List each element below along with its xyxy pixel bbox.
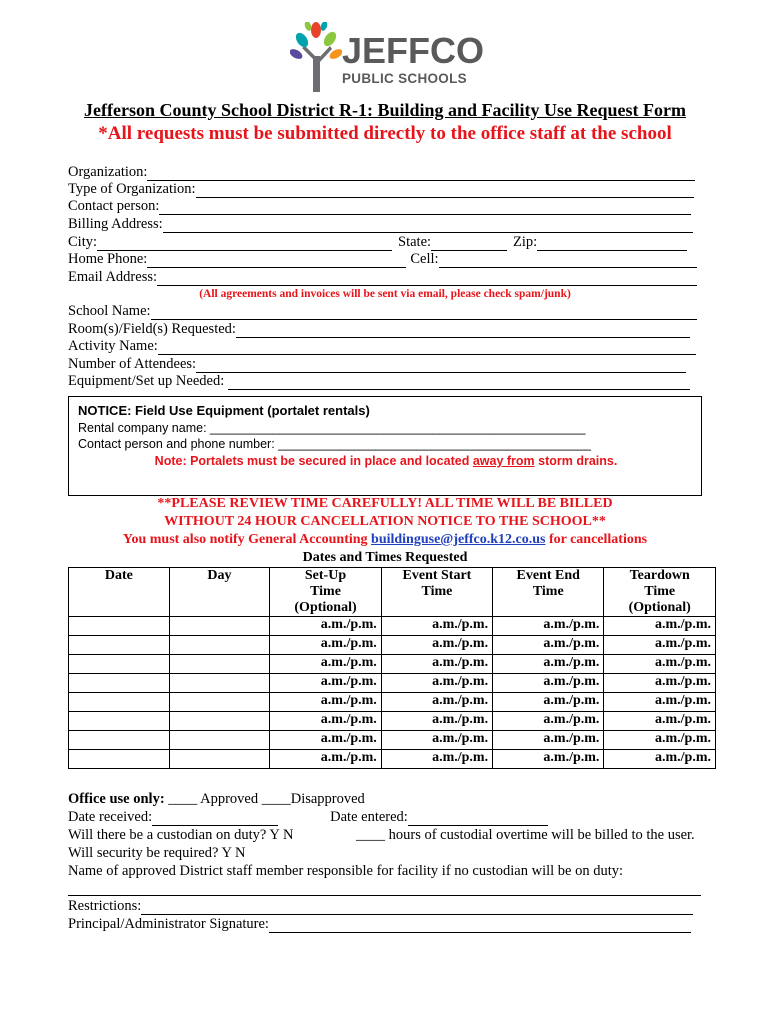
state-field[interactable]	[431, 237, 507, 251]
table-row	[69, 712, 716, 731]
school-name-label: School Name:	[68, 303, 151, 319]
cell-label: Cell:	[410, 251, 439, 267]
form-subtitle: *All requests must be submitted directly to the office staff at the school	[98, 123, 672, 144]
billing-warning-line2: WITHOUT 24 HOUR CANCELLATION NOTICE TO THE SCHOOL**	[164, 514, 606, 529]
rooms-label: Room(s)/Field(s) Requested:	[68, 321, 236, 337]
logo-subtitle: PUBLIC SCHOOLS	[342, 71, 467, 86]
date-received-label: Date received:	[68, 809, 153, 825]
signature-row	[68, 916, 691, 933]
header-setup-l1: Set-Up	[304, 568, 347, 583]
date-cell[interactable]	[69, 731, 170, 750]
day-cell[interactable]	[169, 636, 270, 655]
header-day-text: Day	[207, 568, 232, 583]
attendees-row	[68, 356, 686, 373]
custodian-question[interactable]: Will there be a custodian on duty? Y N	[68, 827, 294, 843]
day-cell[interactable]	[169, 750, 270, 769]
staff-member-field[interactable]	[68, 895, 701, 896]
teardown-cell[interactable]: a.m./p.m.	[604, 731, 716, 750]
email-label: Email Address:	[68, 269, 158, 285]
date-cell[interactable]	[69, 712, 170, 731]
city-field[interactable]	[97, 237, 392, 251]
end-cell[interactable]: a.m./p.m.	[493, 731, 604, 750]
accounting-email-link[interactable]: buildinguse@jeffco.k12.co.us	[371, 532, 546, 547]
office-use-label: Office use only:	[68, 791, 165, 807]
jeffco-logo	[290, 24, 490, 94]
custodial-overtime[interactable]: ____ hours of custodial overtime will be billed to the user.	[356, 827, 695, 843]
equipment-label: Equipment/Set up Needed:	[68, 373, 225, 389]
end-cell[interactable]: a.m./p.m.	[493, 655, 604, 674]
day-cell[interactable]	[169, 655, 270, 674]
date-cell[interactable]	[69, 636, 170, 655]
organization-row	[68, 164, 695, 181]
table-row	[69, 731, 716, 750]
portalet-note-start: Note: Portalets must be secured in place and located	[154, 454, 473, 468]
day-cell[interactable]	[169, 731, 270, 750]
cancellation-text-start: You must also notify General Accounting	[122, 532, 372, 547]
logo-brand: JEFFCO	[342, 30, 485, 71]
disapproved-option[interactable]: ____Disapproved	[261, 791, 365, 807]
billing-warning-line1: **PLEASE REVIEW TIME CAREFULLY! ALL TIME WILL BE BILLED	[157, 496, 613, 511]
zip-field[interactable]	[537, 237, 687, 251]
end-cell[interactable]: a.m./p.m.	[493, 674, 604, 693]
date-entered-field[interactable]	[408, 812, 548, 826]
header-start-l2: Time	[421, 584, 453, 599]
cell-field[interactable]	[439, 254, 697, 268]
table-caption: Dates and Times Requested	[302, 550, 468, 565]
table-row	[69, 674, 716, 693]
setup-cell[interactable]: a.m./p.m.	[270, 731, 382, 750]
rooms-field[interactable]	[236, 324, 690, 338]
home-phone-field[interactable]	[147, 254, 406, 268]
portalet-note	[69, 454, 703, 468]
setup-cell[interactable]: a.m./p.m.	[270, 674, 382, 693]
table-row	[69, 693, 716, 712]
activity-label: Activity Name:	[68, 338, 158, 354]
approved-option[interactable]: ____ Approved	[164, 791, 262, 807]
end-cell[interactable]: a.m./p.m.	[493, 693, 604, 712]
setup-cell[interactable]: a.m./p.m.	[270, 712, 382, 731]
office-use-row	[68, 791, 365, 808]
header-start	[381, 568, 492, 617]
email-row	[68, 269, 697, 286]
teardown-cell[interactable]: a.m./p.m.	[604, 636, 716, 655]
billing-address-field[interactable]	[163, 219, 693, 233]
day-cell[interactable]	[169, 712, 270, 731]
teardown-cell[interactable]: a.m./p.m.	[604, 750, 716, 769]
restrictions-field[interactable]	[141, 901, 693, 915]
teardown-cell[interactable]: a.m./p.m.	[604, 693, 716, 712]
portalet-note-emphasis: away from	[472, 454, 535, 468]
setup-cell[interactable]: a.m./p.m.	[270, 617, 382, 636]
setup-cell[interactable]: a.m./p.m.	[270, 655, 382, 674]
header-teardown-l3: (Optional)	[628, 600, 691, 615]
table-row	[69, 617, 716, 636]
start-cell[interactable]: a.m./p.m.	[381, 674, 492, 693]
table-header-row	[69, 568, 716, 617]
school-name-row	[68, 303, 697, 320]
start-cell[interactable]: a.m./p.m.	[381, 693, 492, 712]
attendees-label: Number of Attendees:	[68, 356, 197, 372]
date-entered-label: Date entered:	[330, 809, 408, 825]
teardown-cell[interactable]: a.m./p.m.	[604, 655, 716, 674]
zip-label: Zip:	[513, 234, 538, 250]
end-cell[interactable]: a.m./p.m.	[493, 617, 604, 636]
city-row	[68, 234, 687, 251]
org-type-label: Type of Organization:	[68, 181, 196, 197]
cancellation-text-end: for cancellations	[545, 532, 648, 547]
org-type-field[interactable]	[196, 184, 694, 198]
header-teardown	[604, 568, 716, 617]
teardown-cell[interactable]: a.m./p.m.	[604, 617, 716, 636]
billing-address-row	[68, 216, 693, 233]
header-setup-l2: Time	[310, 584, 341, 599]
email-field[interactable]	[157, 272, 697, 286]
phone-row	[68, 251, 697, 268]
equipment-field[interactable]	[228, 376, 690, 390]
rooms-row	[68, 321, 690, 338]
header-end-l2: Time	[532, 584, 564, 599]
teardown-cell[interactable]: a.m./p.m.	[604, 674, 716, 693]
table-row	[69, 636, 716, 655]
rental-company-field[interactable]: Rental company name: ______________________________________________________	[78, 421, 586, 435]
day-cell[interactable]	[169, 693, 270, 712]
cancellation-notice	[0, 532, 770, 548]
header-end	[493, 568, 604, 617]
start-cell[interactable]: a.m./p.m.	[381, 655, 492, 674]
school-name-field[interactable]	[151, 306, 697, 320]
setup-cell[interactable]: a.m./p.m.	[270, 636, 382, 655]
end-cell[interactable]: a.m./p.m.	[493, 636, 604, 655]
signature-label: Principal/Administrator Signature:	[68, 916, 269, 932]
teardown-cell[interactable]: a.m./p.m.	[604, 712, 716, 731]
city-label: City:	[68, 234, 98, 250]
activity-field[interactable]	[158, 341, 696, 355]
equipment-row	[68, 373, 690, 390]
staff-member-label: Name of approved District staff member responsible for facility if no custodian will be on duty:	[68, 863, 624, 879]
portalet-notice-box	[68, 396, 702, 496]
table-row	[69, 750, 716, 769]
dates-row	[68, 809, 548, 826]
org-type-row	[68, 181, 694, 198]
start-cell[interactable]: a.m./p.m.	[381, 731, 492, 750]
restrictions-label: Restrictions:	[68, 898, 142, 914]
date-cell[interactable]	[69, 693, 170, 712]
organization-field[interactable]	[147, 167, 695, 181]
header-teardown-l2: Time	[644, 584, 676, 599]
end-cell[interactable]: a.m./p.m.	[493, 750, 604, 769]
date-cell[interactable]	[69, 655, 170, 674]
start-cell[interactable]: a.m./p.m.	[381, 636, 492, 655]
header-setup-l3: (Optional)	[294, 600, 357, 615]
form-title: Jefferson County School District R-1: Building and Facility Use Request Form	[84, 100, 686, 120]
home-phone-label: Home Phone:	[68, 251, 148, 267]
date-cell[interactable]	[69, 617, 170, 636]
header-end-l1: Event End	[516, 568, 580, 583]
setup-cell[interactable]: a.m./p.m.	[270, 693, 382, 712]
portalet-note-end: storm drains.	[534, 454, 618, 468]
header-setup	[270, 568, 382, 617]
state-label: State:	[398, 234, 432, 250]
start-cell[interactable]: a.m./p.m.	[381, 712, 492, 731]
dates-times-table	[68, 567, 716, 769]
organization-label: Organization:	[68, 164, 148, 180]
day-cell[interactable]	[169, 674, 270, 693]
start-cell[interactable]: a.m./p.m.	[381, 617, 492, 636]
header-date	[69, 568, 170, 617]
table-row	[69, 655, 716, 674]
contact-person-field[interactable]	[159, 201, 691, 215]
end-cell[interactable]: a.m./p.m.	[493, 712, 604, 731]
security-question[interactable]: Will security be required? Y N	[68, 845, 246, 861]
start-cell[interactable]: a.m./p.m.	[381, 750, 492, 769]
rental-contact-field[interactable]: Contact person and phone number: _____________________________________________	[78, 437, 591, 451]
date-received-field[interactable]	[152, 812, 278, 826]
tree-icon	[290, 22, 342, 94]
header-start-l1: Event Start	[402, 568, 472, 583]
header-day	[169, 568, 270, 617]
day-cell[interactable]	[169, 617, 270, 636]
activity-row	[68, 338, 696, 355]
restrictions-row	[68, 898, 693, 915]
signature-field[interactable]	[269, 919, 691, 933]
billing-address-label: Billing Address:	[68, 216, 163, 232]
header-date-text: Date	[104, 568, 133, 583]
date-cell[interactable]	[69, 674, 170, 693]
date-cell[interactable]	[69, 750, 170, 769]
attendees-field[interactable]	[196, 359, 686, 373]
email-note: (All agreements and invoices will be sent via email, please check spam/junk)	[199, 288, 571, 300]
notice-heading: NOTICE: Field Use Equipment (portalet rentals)	[78, 403, 370, 418]
header-teardown-l1: Teardown	[629, 568, 690, 583]
contact-person-label: Contact person:	[68, 198, 160, 214]
contact-person-row	[68, 198, 691, 215]
setup-cell[interactable]: a.m./p.m.	[270, 750, 382, 769]
